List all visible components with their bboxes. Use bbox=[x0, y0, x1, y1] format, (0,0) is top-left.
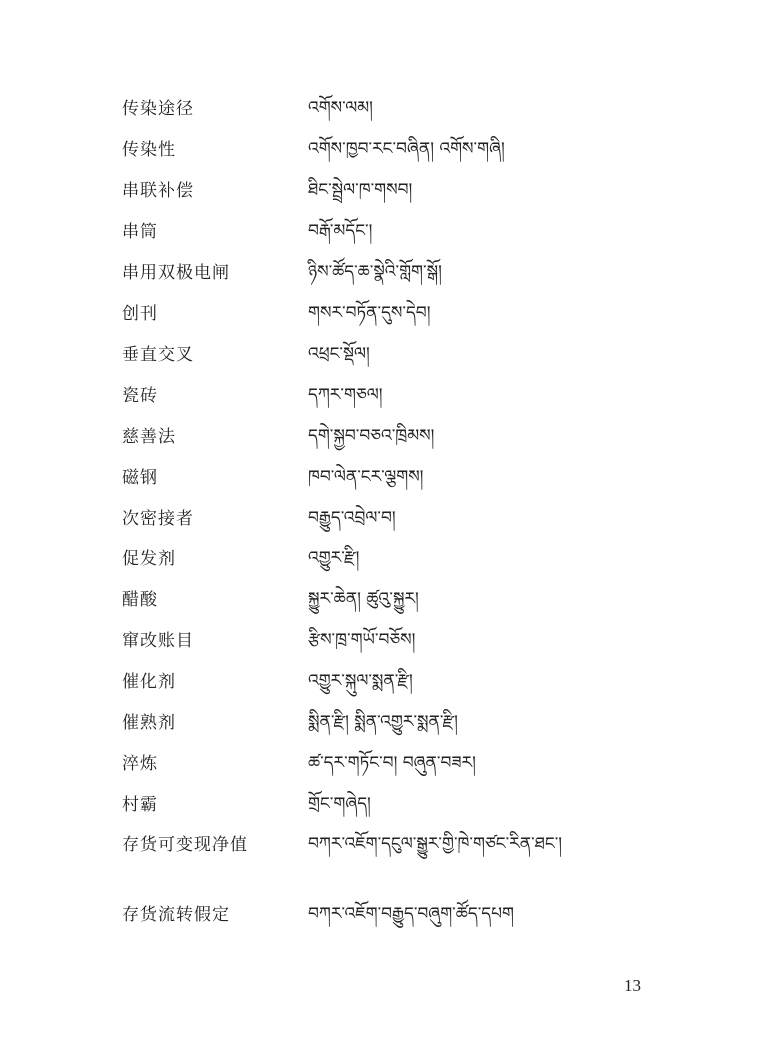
entry-translation: གྲོང་གཞེད། bbox=[308, 794, 371, 814]
entry-term: 催熟剂 bbox=[122, 713, 176, 733]
entry-translation: སྨིན་རྫི། སྨིན་འགྱུར་སྨན་རྫི། bbox=[308, 712, 458, 732]
entry-term: 窜改账目 bbox=[122, 631, 194, 651]
entry-term: 瓷砖 bbox=[122, 386, 158, 406]
entry-translation: འགྱུར་རྫི། bbox=[308, 548, 360, 568]
entry-translation: ཚ་དར་གཏོང་བ། བཞུན་བཟར། bbox=[308, 753, 476, 773]
entry-translation: བཀར་འཇོག་དངུལ་སྒྱུར་གྱི་ཁེ་གཙང་རིན་ཐང་། bbox=[308, 834, 563, 854]
entry-translation: རྩིས་ཁྲ་གཡོ་བཅོས། bbox=[308, 630, 416, 650]
entry-term: 串用双极电闸 bbox=[122, 263, 230, 283]
entry-translation: ཐིང་སྦྲེལ་ཁ་གསབ། bbox=[308, 180, 413, 200]
entry-term: 磁钢 bbox=[122, 468, 158, 488]
entry-translation: འགོས་ལམ། bbox=[308, 98, 373, 118]
entry-term: 催化剂 bbox=[122, 672, 176, 692]
entry-term: 存货可变现净值 bbox=[122, 835, 248, 855]
entry-term: 串筒 bbox=[122, 222, 158, 242]
entry-translation: བཀར་འཇོག་བརྒྱུད་བཞུག་ཚོད་དཔག bbox=[308, 904, 514, 924]
entry-translation: དཀར་གཅལ། bbox=[308, 385, 383, 405]
entry-translation: ཉིས་ཚོད་ཆ་སྣེའི་གློག་སྒོ། bbox=[308, 262, 442, 282]
entry-translation: འགྱུར་སྐུལ་སྨན་རྫི། bbox=[308, 671, 413, 691]
entry-term: 村霸 bbox=[122, 795, 158, 815]
entry-translation: བརྒོ་མདོང་། bbox=[308, 221, 373, 241]
entry-term: 淬炼 bbox=[122, 754, 158, 774]
entry-term: 传染途径 bbox=[122, 99, 194, 119]
entry-translation: འགོས་ཁྱབ་རང་བཞིན། འགོས་གཞི། bbox=[308, 139, 505, 159]
page-number: 13 bbox=[624, 976, 641, 995]
entry-translation: བརྒྱུད་འབྲེལ་བ། bbox=[308, 508, 396, 528]
entry-term: 促发剂 bbox=[122, 549, 176, 569]
entry-translation: ཁབ་ལེན་ངར་ལྕགས། bbox=[308, 467, 424, 487]
entry-term: 存货流转假定 bbox=[122, 905, 230, 925]
entry-translation: སྐྱུར་ཆེན། ཚུའུ་སྐྱུར། bbox=[308, 589, 419, 609]
entry-term: 醋酸 bbox=[122, 590, 158, 610]
entry-term: 创刊 bbox=[122, 304, 158, 324]
entry-term: 慈善法 bbox=[122, 427, 176, 447]
entry-term: 垂直交叉 bbox=[122, 345, 194, 365]
entry-term: 传染性 bbox=[122, 140, 176, 160]
entry-translation: གསར་བཏོན་དུས་དེབ། bbox=[308, 303, 431, 323]
entry-translation: དགེ་སྐྱབ་བཅའ་ཁྲིམས། bbox=[308, 426, 435, 446]
entry-translation: འཕྲང་སྡོལ། bbox=[308, 344, 370, 364]
entry-term: 串联补偿 bbox=[122, 181, 194, 201]
entry-term: 次密接者 bbox=[122, 509, 194, 529]
